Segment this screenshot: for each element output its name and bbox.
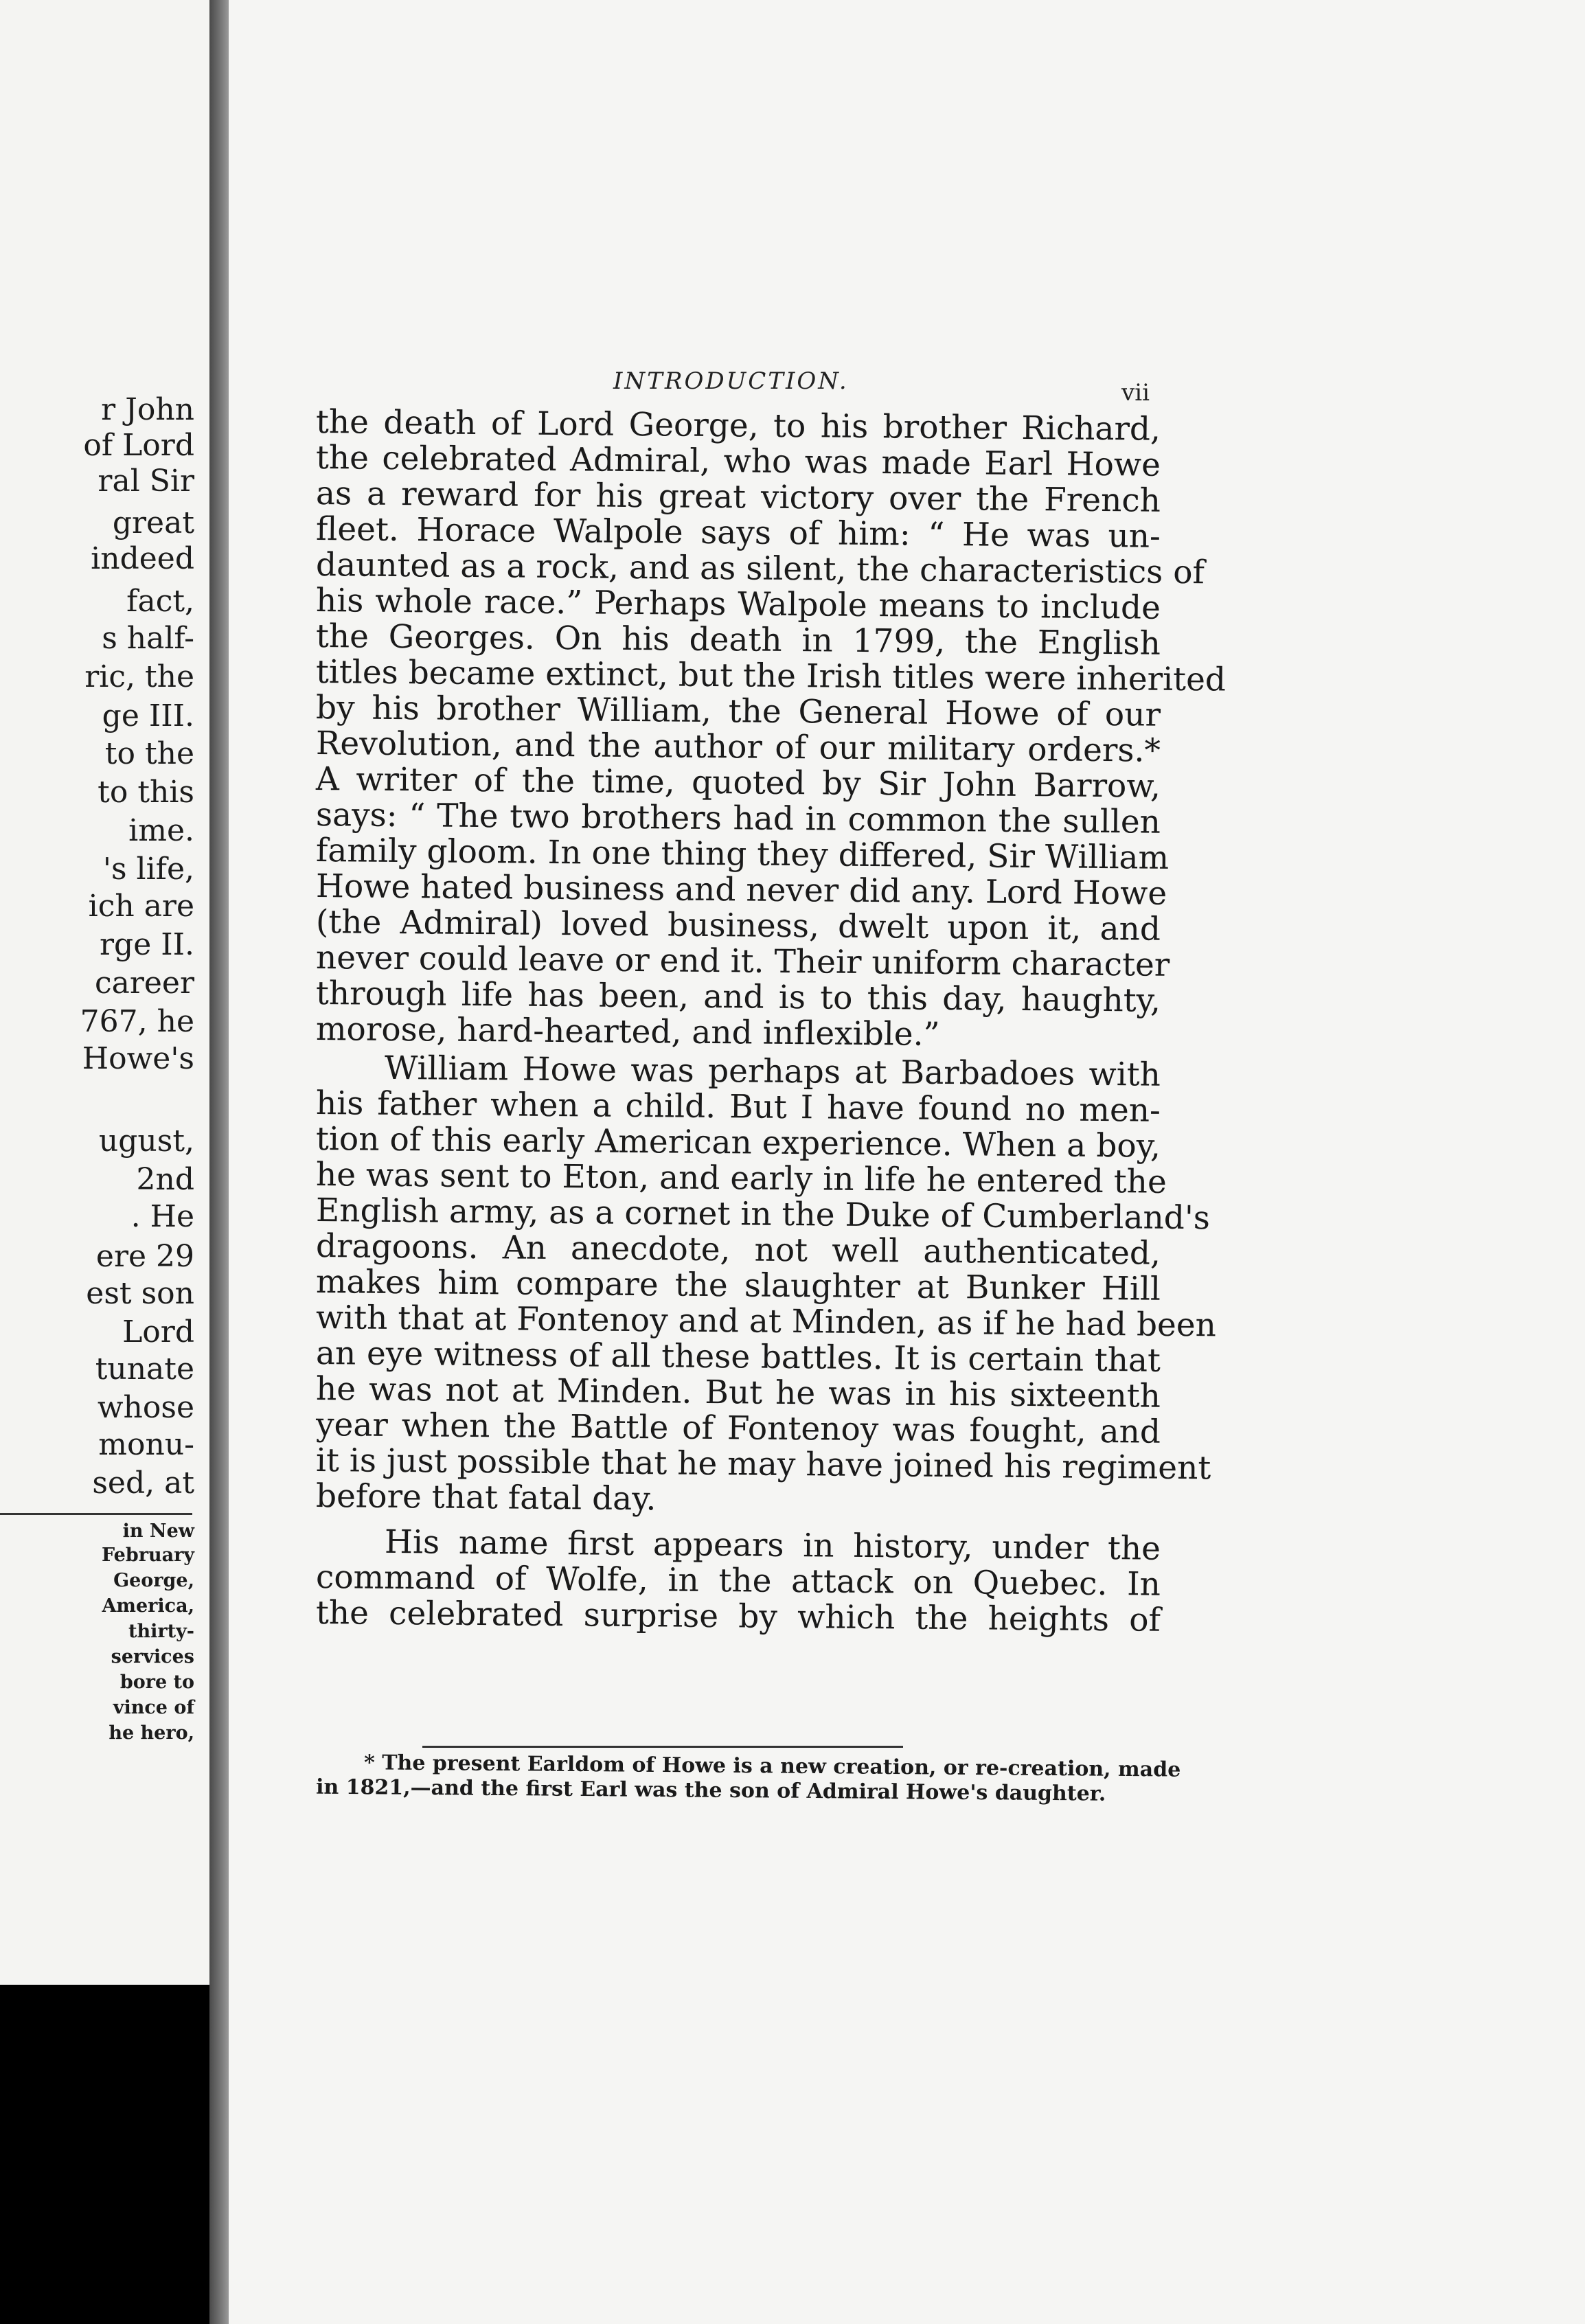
left-page-line: 767, he xyxy=(80,1004,194,1039)
left-page-line: to this xyxy=(98,775,194,810)
left-footnote-line: services xyxy=(111,1646,194,1667)
body-line: through life has been, and is to this day, haughty, xyxy=(315,975,1161,1020)
body-line: he was not at Minden. But he was in his sixteenth xyxy=(315,1370,1161,1415)
left-footnote-line: vince of xyxy=(113,1697,194,1718)
body-line: before that fatal day. xyxy=(315,1477,657,1518)
book-gutter xyxy=(209,0,229,2324)
footnote-line: in 1821,—and the first Earl was the son of Admiral Howe's daughter. xyxy=(315,1775,1106,1806)
body-line: he was sent to Eton, and early in life he entered the xyxy=(315,1156,1167,1201)
body-line: dragoons. An anecdote, not well authenticated, xyxy=(315,1227,1161,1273)
left-footnote-line: America, xyxy=(102,1595,194,1617)
body-line: by his brother William, the General Howe of our xyxy=(315,689,1161,734)
left-page-line: ich are xyxy=(88,889,194,924)
body-line: his father when a child. But I have found no men- xyxy=(315,1084,1161,1130)
running-head: INTRODUCTION. xyxy=(613,367,849,395)
left-page-line: r John xyxy=(101,392,194,427)
body-line: His name first appears in history, under the xyxy=(384,1523,1161,1568)
body-line: his whole race.” Perhaps Walpole means to include xyxy=(315,582,1161,627)
left-page-line: est son xyxy=(86,1276,194,1311)
left-footnote-line: February xyxy=(101,1545,194,1566)
left-page-line: of Lord xyxy=(83,428,194,463)
left-footnote-line: George, xyxy=(113,1570,194,1591)
body-line: tion of this early American experience. When a boy, xyxy=(315,1120,1161,1165)
left-footnote-line: thirty- xyxy=(128,1621,194,1642)
left-page-line: fact, xyxy=(126,584,194,619)
body-line: makes him compare the slaughter at Bunker Hill xyxy=(315,1263,1161,1308)
body-line: English army, as a cornet in the Duke of Cumberland's xyxy=(315,1192,1211,1238)
left-page-line: 2nd xyxy=(136,1162,194,1197)
left-footnote-line: in New xyxy=(122,1520,194,1542)
body-line: A writer of the time, quoted by Sir John Barrow, xyxy=(315,760,1161,806)
left-page-line: 's life, xyxy=(102,852,194,887)
body-line: an eye witness of all these battles. It is certain that xyxy=(315,1334,1161,1380)
left-page-line: ral Sir xyxy=(98,464,194,499)
body-line: with that at Fontenoy and at Minden, as if he had been xyxy=(315,1299,1217,1345)
body-line: family gloom. In one thing they differed, Sir William xyxy=(315,832,1170,877)
left-page-line: indeed xyxy=(91,541,194,576)
left-footnote-line: he hero, xyxy=(109,1722,194,1744)
left-page-line: . He xyxy=(130,1199,194,1234)
left-page-line: sed, at xyxy=(92,1466,194,1501)
left-page-line: career xyxy=(94,966,194,1001)
body-line: (the Admiral) loved business, dwelt upon it, and xyxy=(315,903,1161,948)
body-line: titles became extinct, but the Irish titles were inherited xyxy=(315,653,1227,699)
left-page-line: ge III. xyxy=(102,698,194,733)
body-line: William Howe was perhaps at Barbadoes with xyxy=(384,1049,1161,1094)
body-line: it is just possible that he may have joined his regiment xyxy=(315,1442,1211,1488)
body-line: command of Wolfe, in the attack on Quebec. In xyxy=(315,1558,1161,1604)
left-page-line: s half- xyxy=(102,621,194,656)
left-page-line: to the xyxy=(104,736,194,771)
left-footnote-rule xyxy=(0,1513,192,1515)
left-page-line: monu- xyxy=(98,1427,194,1462)
left-page-line: whose xyxy=(97,1390,194,1425)
footnote-rule xyxy=(422,1746,903,1748)
right-page xyxy=(229,0,1585,2324)
left-page-line: great xyxy=(112,505,194,540)
body-line: morose, hard-hearted, and inflexible.” xyxy=(315,1010,940,1053)
body-line: as a reward for his great victory over the French xyxy=(315,475,1161,520)
left-page-line: Lord xyxy=(122,1314,194,1349)
left-page-line: rge II. xyxy=(100,927,194,962)
body-line: the celebrated surprise by which the heights of xyxy=(315,1594,1161,1639)
left-page-line: ric, the xyxy=(84,659,194,694)
left-page-line: ugust, xyxy=(98,1124,194,1159)
body-line: daunted as a rock, and as silent, the characteristics of xyxy=(315,546,1205,592)
footnote-line: * The present Earldom of Howe is a new creation, or re-creation, made xyxy=(363,1751,1181,1782)
left-page-line: ere 29 xyxy=(95,1239,194,1274)
body-line: says: “ The two brothers had in common the sullen xyxy=(315,796,1161,841)
body-line: Howe hated business and never did any. Lord Howe xyxy=(315,867,1167,913)
body-line: year when the Battle of Fontenoy was fought, and xyxy=(315,1406,1161,1451)
body-line: Revolution, and the author of our military orders.* xyxy=(315,725,1161,770)
body-line: never could leave or end it. Their uniform character xyxy=(315,939,1170,984)
body-line: the death of Lord George, to his brother Richard, xyxy=(315,403,1161,448)
left-facing-page xyxy=(0,0,209,1985)
body-line: the celebrated Admiral, who was made Earl Howe xyxy=(315,439,1161,484)
body-line: fleet. Horace Walpole says of him: “ He was un- xyxy=(315,510,1161,556)
page-number: vii xyxy=(1121,379,1150,407)
left-footnote-line: bore to xyxy=(119,1672,194,1693)
left-page-line: tunate xyxy=(95,1352,194,1387)
left-page-line: Howe's xyxy=(82,1041,194,1076)
left-page-line: ime. xyxy=(128,813,194,848)
body-line: the Georges. On his death in 1799, the English xyxy=(315,617,1161,663)
